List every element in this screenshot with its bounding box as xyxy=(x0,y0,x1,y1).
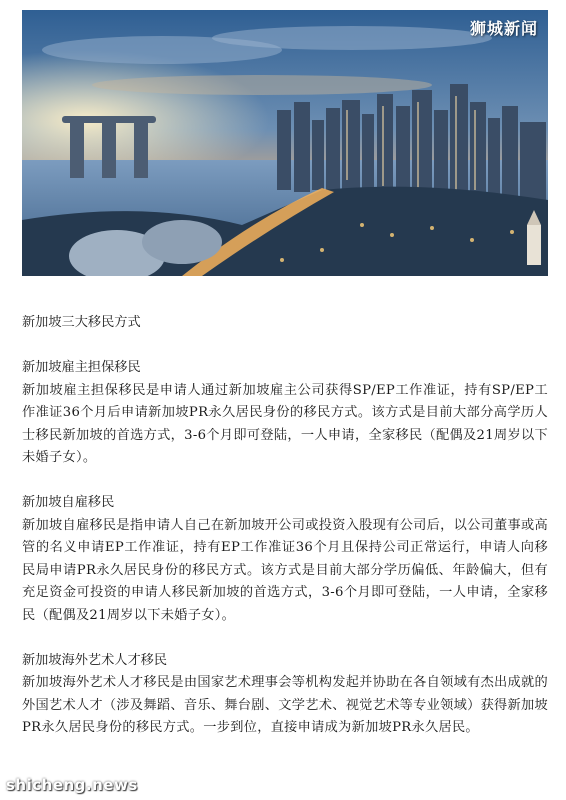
hero-image-singapore-skyline xyxy=(22,10,548,276)
section-body-arts-talent: 新加坡海外艺术人才移民是由国家艺术理事会等机构发起并协助在各自领域有杰出成就的外国艺术人才（涉及舞蹈、音乐、舞台剧、文学艺术、视觉艺术等专业领域）获得新加坡PR永久居民身份的移民方式。一步到位，直接申请成为新加坡PR永久居民。 xyxy=(22,675,549,735)
article-body xyxy=(22,312,548,740)
section-heading-self-employed: 新加坡自雇移民 xyxy=(22,495,115,510)
skyline-illustration xyxy=(22,10,548,276)
brand-watermark: 狮城新闻 xyxy=(469,19,538,38)
article-title: 新加坡三大移民方式 xyxy=(22,315,141,330)
section-heading-arts-talent: 新加坡海外艺术人才移民 xyxy=(22,652,168,668)
section-body-self-employed: 新加坡自雇移民是指申请人自己在新加坡开公司或投资入股现有公司后，以公司董事或高管的名义申请EP工作准证，持有EP工作准证36个月且保持公司正常运行，申请人向移民局申请PR永久居民身份的移民方式。该方式是目前大部分学历偏低、年龄偏大，但有充足资金可投资的申请人移民新加坡的首选方式，3-6个月即可登陆，一人申请，全家移民（配偶及21周岁以下未婚子女）。 xyxy=(22,517,549,623)
site-watermark: shicheng.news xyxy=(6,776,138,794)
section-body-employer-sponsored: 新加坡雇主担保移民是申请人通过新加坡雇主公司获得SP/EP工作准证，持有SP/EP工作准证36个月后申请新加坡PR永久居民身份的移民方式。该方式是目前大部分高学历人士移民新加坡的首选方式，3-6个月即可登陆，一人申请，全家移民（配偶及21周岁以下未婚子女）。 xyxy=(22,382,548,465)
section-heading-employer-sponsored: 新加坡雇主担保移民 xyxy=(22,360,141,375)
